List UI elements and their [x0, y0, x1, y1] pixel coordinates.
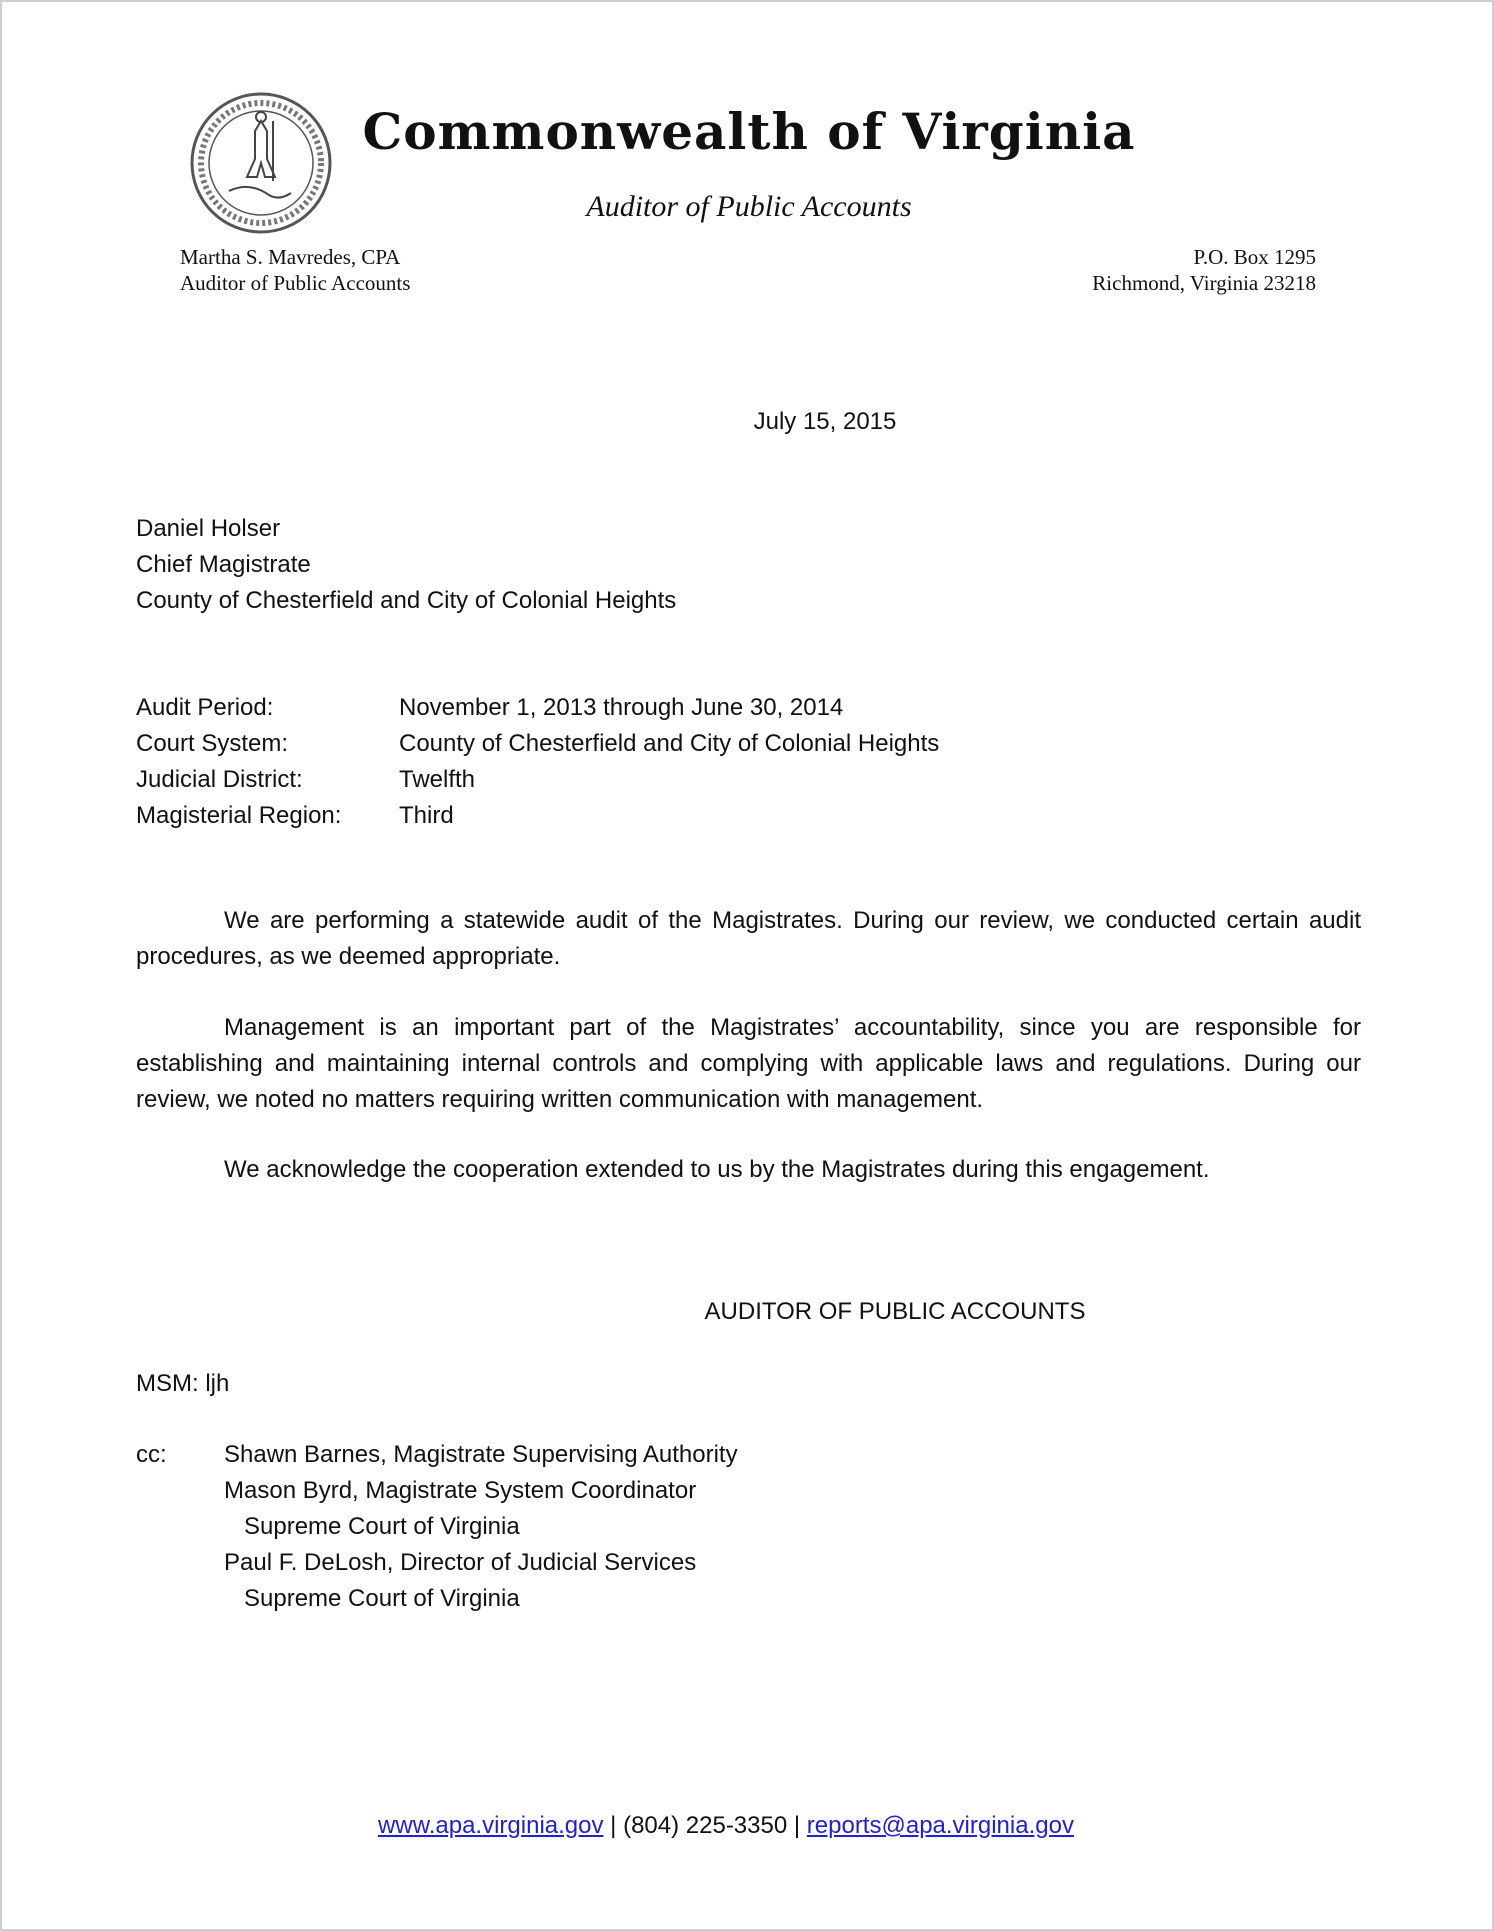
detail-row-judicial-district: Judicial District: Twelfth [136, 766, 476, 793]
city-state-zip: Richmond, Virginia 23218 [1092, 271, 1316, 295]
cc-item: Paul F. DeLosh, Director of Judicial Services [224, 1549, 697, 1576]
signature-line: AUDITOR OF PUBLIC ACCOUNTS [704, 1298, 1086, 1325]
cc-list [224, 1437, 738, 1617]
cc-item: Mason Byrd, Magistrate System Coordinator [224, 1477, 697, 1504]
cc-item-sub: Supreme Court of Virginia [244, 1513, 520, 1540]
detail-row-audit-period: Audit Period: November 1, 2013 through June 30, 2014 [136, 694, 844, 721]
cc-label: cc: [136, 1441, 167, 1468]
auditor-title: Auditor of Public Accounts [180, 271, 411, 295]
recipient-title: Chief Magistrate [136, 551, 311, 578]
footer-separator: | [793, 1812, 801, 1839]
paragraph-1: We are performing a statewide audit of the Magistrates. During our review, we conducted certain audit procedures, as we deemed appropriate. [136, 907, 1361, 970]
cc-item-sub: Supreme Court of Virginia [244, 1585, 520, 1612]
auditor-name: Martha S. Mavredes, CPA [180, 245, 401, 269]
footer [2, 1808, 1450, 1844]
detail-row-court-system: Court System: County of Chesterfield and City of Colonial Heights [136, 730, 940, 757]
recipient-block [136, 511, 676, 619]
detail-row-magisterial-region: Magisterial Region: Third [136, 802, 454, 829]
recipient-name: Daniel Holser [136, 515, 281, 542]
auditor-name-block [180, 244, 410, 296]
initials: MSM: ljh [136, 1370, 230, 1397]
email-link[interactable]: reports@apa.virginia.gov [806, 1812, 1074, 1839]
letterhead-title: Commonwealth of Virginia [362, 102, 1136, 161]
cc-item: Shawn Barnes, Magistrate Supervising Authority [224, 1441, 738, 1468]
po-box: P.O. Box 1295 [1193, 245, 1316, 269]
recipient-organization: County of Chesterfield and City of Colonial Heights [136, 587, 677, 614]
phone-number: (804) 225-3350 [623, 1812, 788, 1839]
paragraph-3: We acknowledge the cooperation extended to us by the Magistrates during this engagement. [224, 1156, 1210, 1183]
audit-details [136, 690, 939, 834]
address-block [1092, 244, 1316, 296]
footer-separator: | [610, 1812, 617, 1839]
website-link[interactable]: www.apa.virginia.gov [378, 1812, 604, 1839]
letterhead-subtitle: Auditor of Public Accounts [586, 190, 912, 223]
letter-date: July 15, 2015 [753, 408, 897, 435]
paragraph-2: Management is an important part of the Magistrates’ accountability, since you are responsible for establishing and maintaining internal controls and complying with applicable laws and regulations. During our review, we noted no matters requiring written communication with management. [136, 1014, 1361, 1113]
